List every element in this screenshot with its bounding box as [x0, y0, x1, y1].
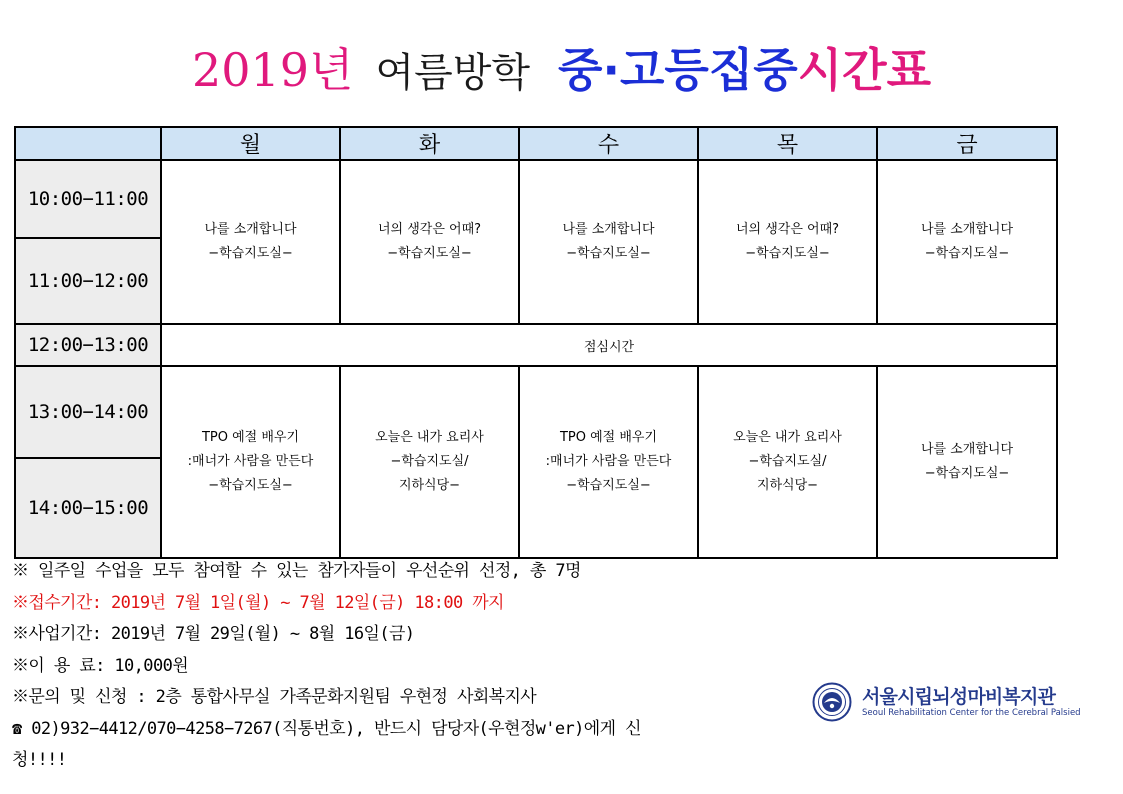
class-location: −학습지도실/	[390, 454, 469, 469]
table-row	[15, 160, 1057, 238]
class-title: 나를 소개합니다	[920, 222, 1014, 237]
table-row	[15, 366, 1057, 458]
title-season: 여름방학	[375, 50, 531, 96]
day-header-tue: 화	[340, 127, 519, 160]
class-location: −학습지도실/	[748, 454, 827, 469]
table-row	[15, 324, 1057, 366]
class-cell-tue-am	[340, 160, 519, 324]
class-location: −학습지도실−	[387, 246, 472, 261]
class-title: 오늘은 내가 요리사	[733, 430, 842, 445]
day-header-mon: 월	[161, 127, 340, 160]
title-program: 중·고등집중	[558, 43, 798, 97]
class-title: 오늘은 내가 요리사	[375, 430, 484, 445]
class-title: TPO 예절 배우기	[559, 430, 658, 445]
notice-list	[12, 556, 812, 777]
class-location-2: 지하식당−	[398, 478, 461, 493]
emblem-icon	[812, 682, 852, 722]
title-suffix: 시간표	[797, 43, 932, 97]
lunch-cell: 점심시간	[161, 324, 1057, 366]
day-header-wed: 수	[519, 127, 698, 160]
class-location-2: 지하식당−	[756, 478, 819, 493]
corner-cell	[15, 127, 161, 160]
class-cell-wed-am	[519, 160, 698, 324]
time-slot: 10:00−11:00	[15, 160, 161, 238]
class-subtitle: :매너가 사람을 만든다	[545, 454, 672, 469]
class-cell-mon-am	[161, 160, 340, 324]
time-slot: 11:00−12:00	[15, 238, 161, 324]
class-cell-fri-pm	[877, 366, 1057, 558]
day-header-thu: 목	[698, 127, 877, 160]
class-title: 너의 생각은 어때?	[735, 222, 840, 237]
class-location: −학습지도실−	[208, 246, 293, 261]
class-title: 나를 소개합니다	[204, 222, 297, 237]
class-cell-tue-pm	[340, 366, 519, 558]
class-cell-thu-am	[698, 160, 877, 324]
class-subtitle: :매너가 사람을 만든다	[187, 454, 314, 469]
time-slot: 12:00−13:00	[15, 324, 161, 366]
class-title: 너의 생각은 어때?	[377, 222, 482, 237]
time-slot: 14:00−15:00	[15, 458, 161, 558]
organization-english-name: Seoul Rehabilitation Center for the Cerebral Palsied	[862, 708, 1081, 718]
title-year: 2019년	[191, 43, 354, 97]
class-location: −학습지도실−	[924, 466, 1010, 481]
organization-logo	[812, 680, 1082, 724]
page-title	[0, 40, 1123, 103]
notice-fee: ※이 용 료: 10,000원	[12, 655, 189, 676]
notice-application-period: ※접수기간: 2019년 7월 1일(월) ~ 7월 12일(금) 18:00 까지	[12, 592, 504, 613]
class-location: −학습지도실−	[924, 246, 1010, 261]
class-location: −학습지도실−	[566, 478, 651, 493]
notice-phone-cont: 청!!!!	[12, 750, 67, 770]
header-row	[15, 127, 1057, 160]
organization-name: 서울시립뇌성마비복지관	[862, 686, 1056, 708]
schedule-table	[14, 126, 1058, 559]
class-title: 나를 소개합니다	[920, 442, 1014, 457]
class-cell-mon-pm	[161, 366, 340, 558]
notice-contact: ※문의 및 신청 : 2층 통합사무실 가족문화지원팀 우현정 사회복지사	[12, 687, 537, 707]
notice-phone: ☎ 02)932−4412/070−4258−7267(직통번호), 반드시 담당자(우현정w'er)에게 신	[12, 718, 641, 739]
class-location: −학습지도실−	[208, 478, 293, 493]
class-cell-wed-pm	[519, 366, 698, 558]
class-title: 나를 소개합니다	[562, 222, 655, 237]
time-slot: 13:00−14:00	[15, 366, 161, 458]
class-title: TPO 예절 배우기	[201, 430, 300, 445]
class-cell-fri-am	[877, 160, 1057, 324]
day-header-fri: 금	[877, 127, 1057, 160]
notice-program-period: ※사업기간: 2019년 7월 29일(월) ~ 8월 16일(금)	[12, 624, 415, 644]
class-location: −학습지도실−	[566, 246, 651, 261]
class-location: −학습지도실−	[745, 246, 830, 261]
notice-selection: ※ 일주일 수업을 모두 참여할 수 있는 참가자들이 우선순위 선정, 총 7명	[12, 561, 581, 581]
class-cell-thu-pm	[698, 366, 877, 558]
